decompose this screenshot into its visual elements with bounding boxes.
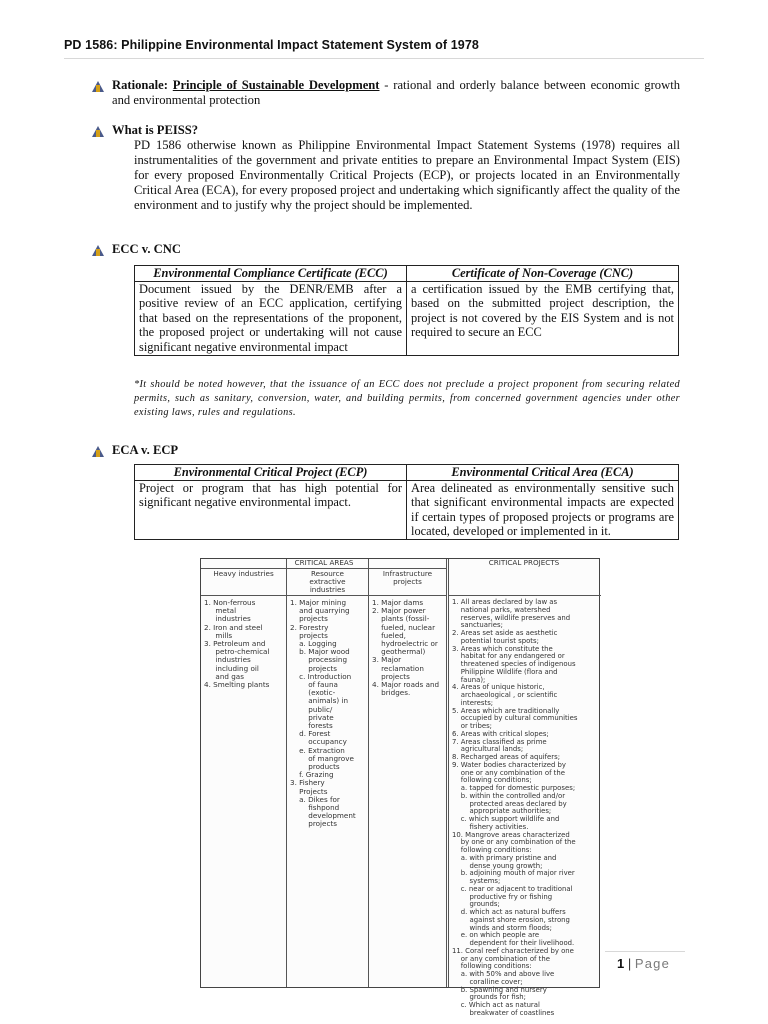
header-divider — [64, 58, 704, 59]
ecp-header: Environmental Critical Project (ECP) — [135, 465, 407, 481]
footer-divider — [605, 951, 685, 952]
eca-header: Environmental Critical Area (ECA) — [407, 465, 679, 481]
rationale-section — [112, 78, 680, 108]
table-row — [135, 480, 679, 539]
rationale-text: - rational and orderly balance between economic growth and environmental protection — [112, 78, 680, 107]
eca-ecp-section — [112, 443, 680, 458]
bullet-icon — [90, 243, 106, 257]
eca-ecp-heading: ECA v. ECP — [112, 443, 179, 457]
rationale-label: Rationale: — [112, 78, 168, 92]
ecc-cnc-table — [134, 265, 679, 356]
critical-areas-title: CRITICAL AREAS — [201, 559, 447, 569]
ecc-note: *It should be noted however, that the issuance of an ECC does not preclude a project proponent from securing related permits, such as sanitary, conversion, water, and building permits, from concerned government agencies under other existing laws, rules and regulations. — [134, 379, 680, 418]
heavy-industries-list: 1. Non-ferrous metal industries 2. Iron and steel mills 3. Petroleum and petro-chemical industries including oil and gas 4. Smelting plants — [204, 598, 270, 690]
cnc-header: Certificate of Non-Coverage (CNC) — [407, 266, 679, 282]
ecc-cnc-section — [112, 242, 680, 257]
ecp-definition: Project or program that has high potential for significant negative environmental impact. — [135, 480, 407, 539]
rationale-principle: Principle of Sustainable Development — [172, 78, 380, 92]
infrastructure-column — [369, 559, 449, 987]
page-separator: | — [624, 956, 635, 971]
page-label: Page — [634, 956, 671, 971]
table-header-row — [135, 266, 679, 282]
resource-extractive-column — [287, 559, 369, 987]
bullet-icon — [90, 124, 106, 138]
critical-areas-projects-table — [200, 558, 600, 1017]
peiss-section — [112, 123, 680, 138]
heavy-industries-column — [201, 559, 287, 987]
infrastructure-list: 1. Major dams 2. Major power plants (fossil- fueled, nuclear fueled, hydroelectric or geothermal) 3. Major reclamation projects 4. Major roads and bridges. — [372, 598, 440, 698]
bullet-icon — [90, 444, 106, 458]
critical-projects-column — [449, 559, 601, 1017]
table-header-row — [135, 465, 679, 481]
ecc-cnc-heading: ECC v. CNC — [112, 242, 181, 256]
table-row — [135, 281, 679, 355]
document-header: PD 1586: Philippine Environmental Impact Statement System of 1978 — [64, 38, 479, 52]
peiss-paragraph: PD 1586 otherwise known as Philippine Environmental Impact Statement Systems (1978) requires all instrumentalities of the government and private entities to prepare an Environmental Impact System (EIS) for every proposed Environmentally Critical Projects (ECP), or projects located in an Environmentally Critical Area (ECA), for every proposed project and undertaking which significantly affect the quality of the environment and to justify why the project should be implemented. — [134, 138, 681, 212]
critical-projects-list: 1. All areas declared by law as national parks, watershed reserves, wildlife preserves and sanctuaries; 2. Areas set aside as aesthetic potential tourist spots; 3. Areas which constitute the habitat for any endangered or threatened species of indigenous Philippine Wildlife (flora and fauna); 4. Areas of unique historic, archaeological , or scientific interests; 5. Areas which are traditionally occupied by cultural communities or tribes; 6. Areas with critical slopes; 7. Areas classified as prime agricultural lands; 8. Recharged areas of aquifers; 9. Water bodies characterized by one or any combination of the following conditions; a. tapped for domestic purposes; b. within the controlled and/or protected areas declared by appropriate authorities; c. which support wildlife and fishery activities. 10. Mangrove areas characterized by one or any combination of the following conditions: a. with primary pristine and dense young growth; b. adjoining mouth of major river systems; c. near or adjacent to traditional productive fry or fishing grounds; d. which act as natural buffers against shore erosion, strong winds and storm floods; e. on which people are dependent for their livelihood. 11. Coral reef characterized by one or any combination of the following conditions: a. with 50% and above live coralline cover; b. Spawning and nursery grounds for fish; c. Which act as natural breakwater of coastlines — [452, 598, 578, 1017]
resource-extractive-list: 1. Major mining and quarrying projects 2. Forestry projects a. Logging b. Major wood processing projects c. Introduction of fauna (exotic- animals) in public/ private forests d. Forest occupancy e. Extraction of mangrove products f. Grazing 3. Fishery Projects a. Dikes for fishpond development projects — [290, 598, 356, 829]
peiss-heading: What is PEISS? — [112, 123, 199, 137]
eca-ecp-table — [134, 464, 679, 540]
infrastructure-header: Infrastructure projects — [369, 570, 446, 596]
ecc-definition: Document issued by the DENR/EMB after a positive review of an ECC application, certifying that based on the representations of the proponent, the proposed project or undertaking will not cause significant negative environmental impact — [135, 281, 407, 355]
peiss-body — [134, 138, 680, 213]
cnc-definition: a certification issued by the EMB certifying that, based on the submitted project description, the project is not covered by the EIS System and is not required to secure an ECC — [407, 281, 679, 355]
eca-definition: Area delineated as environmentally sensitive such that significant environmental impacts are expected if certain types of proposed projects or programs are located, developed or implemented in it. — [407, 480, 679, 539]
page-number-value: 1 — [617, 956, 625, 971]
ecc-header: Environmental Compliance Certificate (ECC) — [135, 266, 407, 282]
resource-extractive-header: Resource extractive industries — [287, 570, 368, 596]
page-number — [617, 956, 670, 971]
bullet-icon — [90, 79, 106, 93]
heavy-industries-header: Heavy industries — [201, 570, 286, 596]
critical-projects-title: CRITICAL PROJECTS — [488, 558, 560, 567]
